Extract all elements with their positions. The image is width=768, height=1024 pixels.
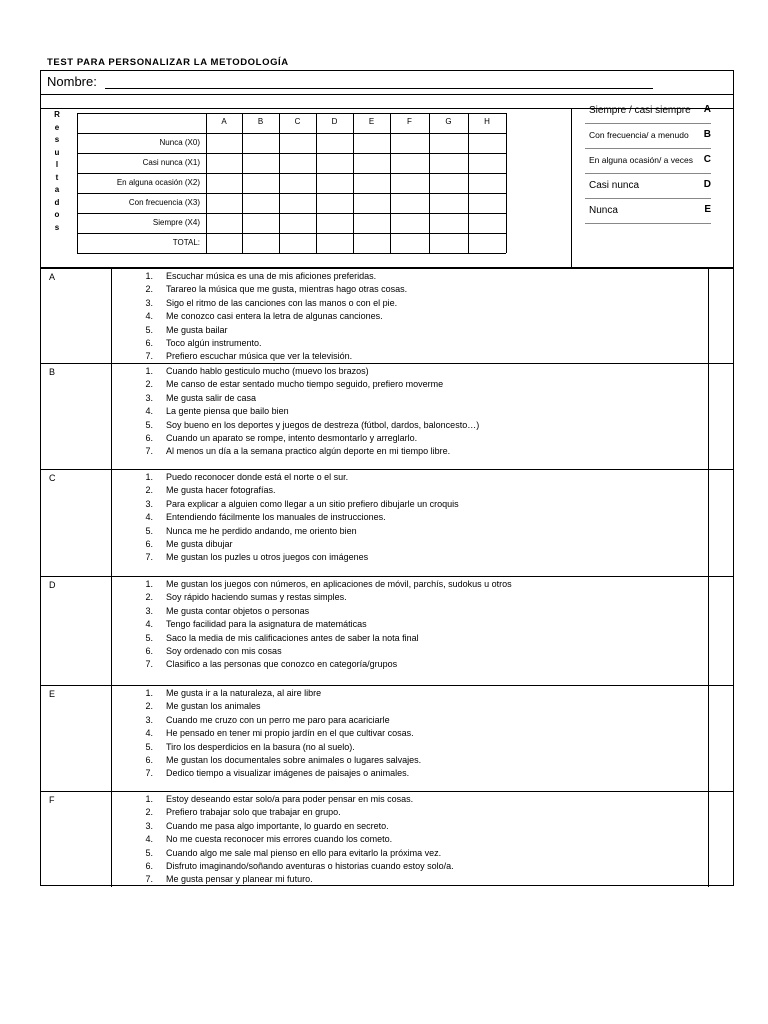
- item-text: Toco algún instrumento.: [166, 338, 262, 348]
- section-rule: [111, 364, 112, 470]
- item-text: Me gusta ir a la naturaleza, al aire libre: [166, 688, 322, 698]
- item-text: Cuando hablo gesticulo mucho (muevo los brazos): [166, 366, 369, 376]
- item-text: La gente piensa que bailo bien: [166, 406, 289, 417]
- frequency-legend: [585, 97, 712, 225]
- column-label-a: A: [221, 117, 227, 126]
- column-label-c: C: [294, 117, 301, 126]
- table-column-rule: [506, 113, 507, 253]
- legend-item: [589, 155, 711, 166]
- item-text: Dedico tiempo a visualizar imágenes de paisajes o animales.: [166, 768, 410, 779]
- item-number: 1.: [145, 579, 153, 589]
- item-number: 3.: [145, 297, 153, 308]
- item-text: Tiro los desperdicios en la basura (no al suelo).: [166, 741, 355, 752]
- section-letter: D: [49, 580, 56, 590]
- row-label: Con frecuencia (X3): [128, 198, 200, 207]
- item-text: Puedo reconocer donde está el norte o el sur.: [166, 472, 349, 482]
- table-column-rule: [429, 113, 430, 253]
- item-text: Soy bueno en los deportes y juegos de destreza (fútbol, dardos, baloncesto…): [166, 419, 480, 430]
- page-title: TEST PARA PERSONALIZAR LA METODOLOGÍA: [47, 57, 289, 68]
- legend-divider: [585, 198, 711, 199]
- legend-divider: [585, 173, 711, 174]
- item-text: Me gusta contar objetos o personas: [166, 605, 310, 616]
- column-label-h: H: [484, 117, 490, 126]
- item-text: Me gustan los documentales sobre animales o lugares salvajes.: [166, 755, 422, 765]
- item-text: Para explicar a alguien como llegar a un sitio prefiero dibujarle un croquis: [166, 498, 459, 509]
- item-text: Me gusta hacer fotografías.: [166, 485, 276, 496]
- table-rule: [77, 113, 506, 114]
- vertical-label-letter: l: [55, 160, 59, 169]
- section-rule: [708, 364, 709, 470]
- section-a: [41, 268, 733, 363]
- section-d: [41, 576, 733, 685]
- item-number: 5.: [145, 632, 153, 643]
- table-rule: [77, 133, 506, 134]
- item-text: No me cuesta reconocer mis errores cuando los cometo.: [166, 834, 393, 845]
- item-number: 6.: [145, 861, 153, 871]
- item-number: 7.: [145, 351, 153, 362]
- item-text: Me gusta salir de casa: [166, 392, 257, 403]
- item-text: Me gustan los juegos con números, en aplicaciones de móvil, parchís, sudokus u otros: [166, 579, 512, 589]
- table-column-rule: [316, 113, 317, 253]
- item-text: Soy ordenado con mis cosas: [166, 646, 282, 656]
- row-label: Casi nunca (X1): [142, 158, 200, 167]
- section-rule: [708, 686, 709, 792]
- item-text: Soy rápido haciendo sumas y restas simples.: [166, 592, 347, 603]
- column-label-e: E: [368, 117, 375, 126]
- item-number: 5.: [145, 847, 153, 858]
- item-number: 5.: [145, 324, 153, 335]
- results-vertical-label: [52, 109, 62, 234]
- section-rule: [708, 470, 709, 577]
- vertical-label-letter: a: [54, 185, 60, 194]
- legend-label: Con frecuencia/ a menudo: [589, 130, 689, 140]
- section-letter: A: [49, 272, 56, 282]
- item-text: Cuando me pasa algo importante, lo guardo en secreto.: [166, 820, 389, 831]
- item-number: 2.: [145, 807, 153, 818]
- legend-label: Siempre / casi siempre: [589, 105, 691, 116]
- table-column-rule: [353, 113, 354, 253]
- section-rule: [111, 792, 112, 887]
- item-text: Tengo facilidad para la asignatura de matemáticas: [166, 619, 367, 630]
- section-rule: [111, 577, 112, 686]
- section-f: [41, 791, 733, 886]
- item-number: 1.: [145, 366, 153, 376]
- item-text: Nunca me he perdido andando, me oriento bien: [166, 525, 357, 536]
- vertical-label-letter: u: [54, 147, 60, 157]
- table-rule: [77, 193, 506, 194]
- item-number: 6.: [145, 539, 153, 549]
- item-number: 7.: [145, 659, 153, 670]
- table-rule: [77, 253, 506, 254]
- row-label: Nunca (X0): [159, 138, 200, 147]
- item-number: 2.: [145, 701, 153, 712]
- table-rule: [77, 213, 506, 214]
- item-text: Me conozco casi entera la letra de algunas canciones.: [166, 311, 383, 322]
- item-text: Disfruto imaginando/soñando aventuras o historias cuando estoy solo/a.: [166, 861, 454, 871]
- row-label: TOTAL:: [172, 238, 200, 247]
- item-text: Cuando un aparato se rompe, intento desmontarlo y arreglarlo.: [166, 433, 418, 443]
- legend-divider: [585, 148, 711, 149]
- row-label: En alguna ocasión (X2): [116, 178, 200, 187]
- item-text: Me gusta dibujar: [166, 539, 233, 549]
- item-number: 4.: [145, 619, 153, 630]
- item-number: 4.: [145, 311, 153, 322]
- item-text: Estoy deseando estar solo/a para poder pensar en mis cosas.: [166, 794, 414, 804]
- item-number: 2.: [145, 284, 153, 295]
- section-letter: C: [49, 473, 56, 483]
- item-number: 5.: [145, 741, 153, 752]
- legend-label: En alguna ocasión/ a veces: [589, 155, 693, 165]
- item-number: 4.: [145, 834, 153, 845]
- item-number: 3.: [145, 605, 153, 616]
- section-letter: F: [49, 795, 55, 805]
- legend-letter: A: [703, 104, 711, 115]
- column-label-b: B: [257, 117, 264, 126]
- item-text: Cuando me cruzo con un perro me paro para acariciarle: [166, 714, 390, 725]
- column-label-f: F: [407, 117, 412, 126]
- legend-letter: C: [703, 154, 711, 165]
- item-text: Me gusta bailar: [166, 324, 228, 335]
- section-letter: B: [49, 367, 56, 377]
- table-rule: [77, 153, 506, 154]
- column-label-d: D: [331, 117, 338, 126]
- item-text: Me canso de estar sentado mucho tiempo seguido, prefiero moverme: [166, 379, 444, 390]
- item-text: Entendiendo fácilmente los manuales de instrucciones.: [166, 512, 386, 523]
- table-rule: [77, 233, 506, 234]
- item-text: Escuchar música es una de mis aficiones preferidas.: [166, 271, 377, 281]
- item-number: 3.: [145, 714, 153, 725]
- item-number: 3.: [145, 392, 153, 403]
- table-column-rule: [468, 113, 469, 253]
- vertical-label-letter: e: [54, 122, 60, 132]
- table-column-rule: [242, 113, 243, 253]
- legend-label: Casi nunca: [589, 180, 640, 191]
- section-rule: [111, 470, 112, 577]
- item-text: Tarareo la música que me gusta, mientras hago otras cosas.: [166, 284, 408, 295]
- item-text: Me gustan los puzles u otros juegos con imágenes: [166, 552, 369, 563]
- item-number: 5.: [145, 525, 153, 536]
- legend-letter: B: [703, 129, 711, 140]
- item-text: Prefiero escuchar música que ver la televisión.: [166, 351, 353, 362]
- section-rule: [708, 269, 709, 364]
- legend-item: [589, 205, 711, 216]
- legend-divider: [585, 123, 711, 124]
- section-letter: E: [49, 689, 56, 699]
- table-rule: [77, 173, 506, 174]
- item-text: Prefiero trabajar solo que trabajar en grupo.: [166, 807, 341, 818]
- table-column-rule: [206, 113, 207, 253]
- item-number: 6.: [145, 433, 153, 443]
- item-number: 5.: [145, 419, 153, 430]
- legend-item: [589, 180, 711, 191]
- name-field[interactable]: [105, 88, 653, 89]
- section-rule: [111, 269, 112, 364]
- item-number: 6.: [145, 338, 153, 348]
- item-text: Me gustan los animales: [166, 701, 261, 712]
- legend-letter: D: [703, 179, 711, 190]
- item-number: 2.: [145, 485, 153, 496]
- section-rule: [708, 577, 709, 686]
- section-e: [41, 685, 733, 791]
- legend-item: [589, 105, 711, 116]
- item-number: 1.: [145, 794, 153, 804]
- item-number: 6.: [145, 646, 153, 656]
- item-text: Clasifico a las personas que conozco en categoría/grupos: [166, 659, 398, 670]
- legend-divider: [585, 223, 711, 224]
- item-number: 1.: [145, 688, 153, 698]
- vertical-label-letter: s: [54, 222, 60, 232]
- item-number: 7.: [145, 874, 153, 885]
- row-label: Siempre (X4): [152, 218, 200, 227]
- results-divider: [571, 109, 572, 267]
- item-number: 3.: [145, 498, 153, 509]
- item-text: Saco la media de mis calificaciones antes de saber la nota final: [166, 632, 419, 643]
- item-number: 6.: [145, 755, 153, 765]
- legend-label: Nunca: [589, 205, 618, 216]
- item-number: 2.: [145, 592, 153, 603]
- section-rule: [111, 686, 112, 792]
- item-text: Cuando algo me sale mal pienso en ello para evitarlo la próxima vez.: [166, 847, 442, 858]
- section-b: [41, 363, 733, 469]
- section-rule: [708, 792, 709, 887]
- table-column-rule: [279, 113, 280, 253]
- item-number: 4.: [145, 406, 153, 417]
- vertical-label-letter: t: [55, 172, 59, 182]
- item-text: Me gusta pensar y planear mi futuro.: [166, 874, 313, 885]
- vertical-label-letter: R: [54, 110, 60, 119]
- item-number: 1.: [145, 271, 153, 281]
- name-row: [41, 71, 733, 95]
- name-label: Nombre:: [47, 74, 97, 89]
- item-number: 3.: [145, 820, 153, 831]
- item-text: Sigo el ritmo de las canciones con las manos o con el pie.: [166, 297, 398, 308]
- item-number: 7.: [145, 552, 153, 563]
- item-number: 4.: [145, 512, 153, 523]
- item-text: Al menos un día a la semana practico algún deporte en mi tiempo libre.: [166, 446, 451, 457]
- vertical-label-letter: s: [54, 135, 60, 144]
- legend-item: [589, 130, 711, 141]
- item-text: He pensado en tener mi propio jardín en el que cultivar cosas.: [166, 728, 414, 739]
- table-column-rule: [390, 113, 391, 253]
- legend-letter: E: [704, 204, 711, 215]
- item-number: 4.: [145, 728, 153, 739]
- section-c: [41, 469, 733, 576]
- item-number: 1.: [145, 472, 153, 482]
- item-number: 2.: [145, 379, 153, 390]
- item-number: 7.: [145, 768, 153, 779]
- column-label-g: G: [445, 117, 452, 126]
- vertical-label-letter: o: [54, 210, 60, 219]
- vertical-label-letter: d: [54, 197, 60, 207]
- item-number: 7.: [145, 446, 153, 457]
